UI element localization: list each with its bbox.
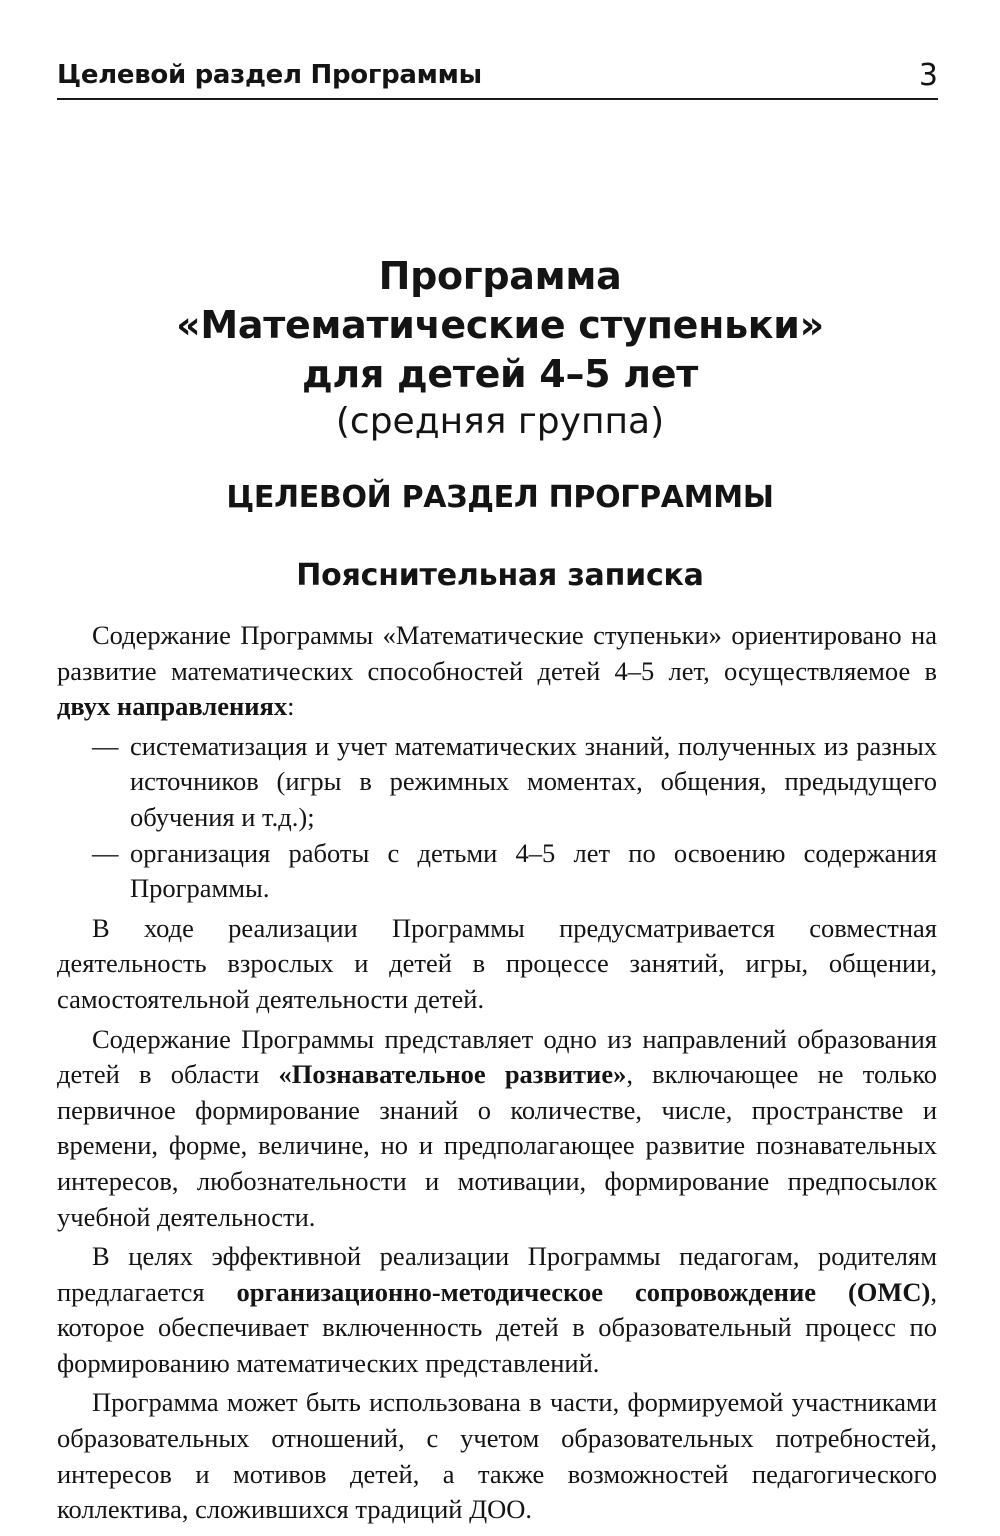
program-title (0, 252, 1000, 445)
section-heading: ЦЕЛЕВОЙ РАЗДЕЛ ПРОГРАММЫ (226, 480, 774, 515)
title-line-2: «Математические ступеньки» (176, 303, 824, 347)
title-line-3: для детей 4–5 лет (302, 352, 698, 396)
paragraph-1-bold: двух направлениях (57, 691, 288, 722)
paragraph-3-text-a: Содержание Программы представляет одно из направлений образования детей в области (57, 1023, 937, 1090)
running-header (57, 58, 938, 100)
running-title: Целевой раздел Программы (57, 60, 482, 90)
list-dash: — (92, 730, 119, 761)
list-item-2 (57, 836, 937, 907)
paragraph-5: Программа может быть использована в части, формируемой участниками образовательных отношений, с учетом образовательных потребностей, интересов и мотивов детей, а также возможностей педагогического коллектива, сложившихся традиций ДОО. (57, 1387, 937, 1525)
paragraph-4-text-a: В целях эффективной реализации Программы педагогам, родителям предлагается (57, 1241, 937, 1307)
paragraph-2: В ходе реализации Программы предусматривается совместная деятельность взрослых и детей в процессе занятий, игры, общении, самостоятельной деятельности детей. (57, 912, 937, 1014)
list-item-1-text: систематизация и учет математических знаний, полученных из разных источников (игры в режимных моментах, общения, предыдущего обучения и т.д.); (130, 730, 937, 832)
title-line-1: Программа (378, 254, 622, 298)
paragraph-1-text-a: Содержание Программы «Математические ступеньки» ориентировано на развитие математических способностей детей 4–5 лет, осуществляемое в (57, 620, 937, 686)
body-text (57, 618, 937, 1532)
paragraph-1 (57, 618, 937, 725)
list-dash: — (92, 837, 119, 868)
list-item-2-text: организация работы с детьми 4–5 лет по освоению содержания Программы. (130, 837, 937, 904)
page-number: 3 (918, 58, 938, 93)
sub-heading: Пояснительная записка (296, 558, 704, 593)
paragraph-3-text-b: , включающее не только первичное формирование знаний о количестве, числе, пространстве и времени, форме, величине, но и предполагающее развитие познавательных интересов, любознательности и мотивации, формирование предпосылок учебной деятельности. (57, 1059, 937, 1232)
paragraph-4-bold: организационно-методическое сопровождение (ОМС) (236, 1276, 931, 1307)
paragraph-4-text-b: , которое обеспечивает включенность детей в образовательный процесс по формированию математических представлений. (57, 1276, 937, 1378)
paragraph-3 (57, 1022, 937, 1236)
paragraph-3-bold: «Познавательное развитие» (278, 1059, 627, 1090)
paragraph-1-text-b: : (287, 691, 295, 722)
list-item-1 (57, 729, 937, 836)
title-subtitle: (средняя группа) (335, 401, 665, 442)
paragraph-4 (57, 1239, 937, 1381)
